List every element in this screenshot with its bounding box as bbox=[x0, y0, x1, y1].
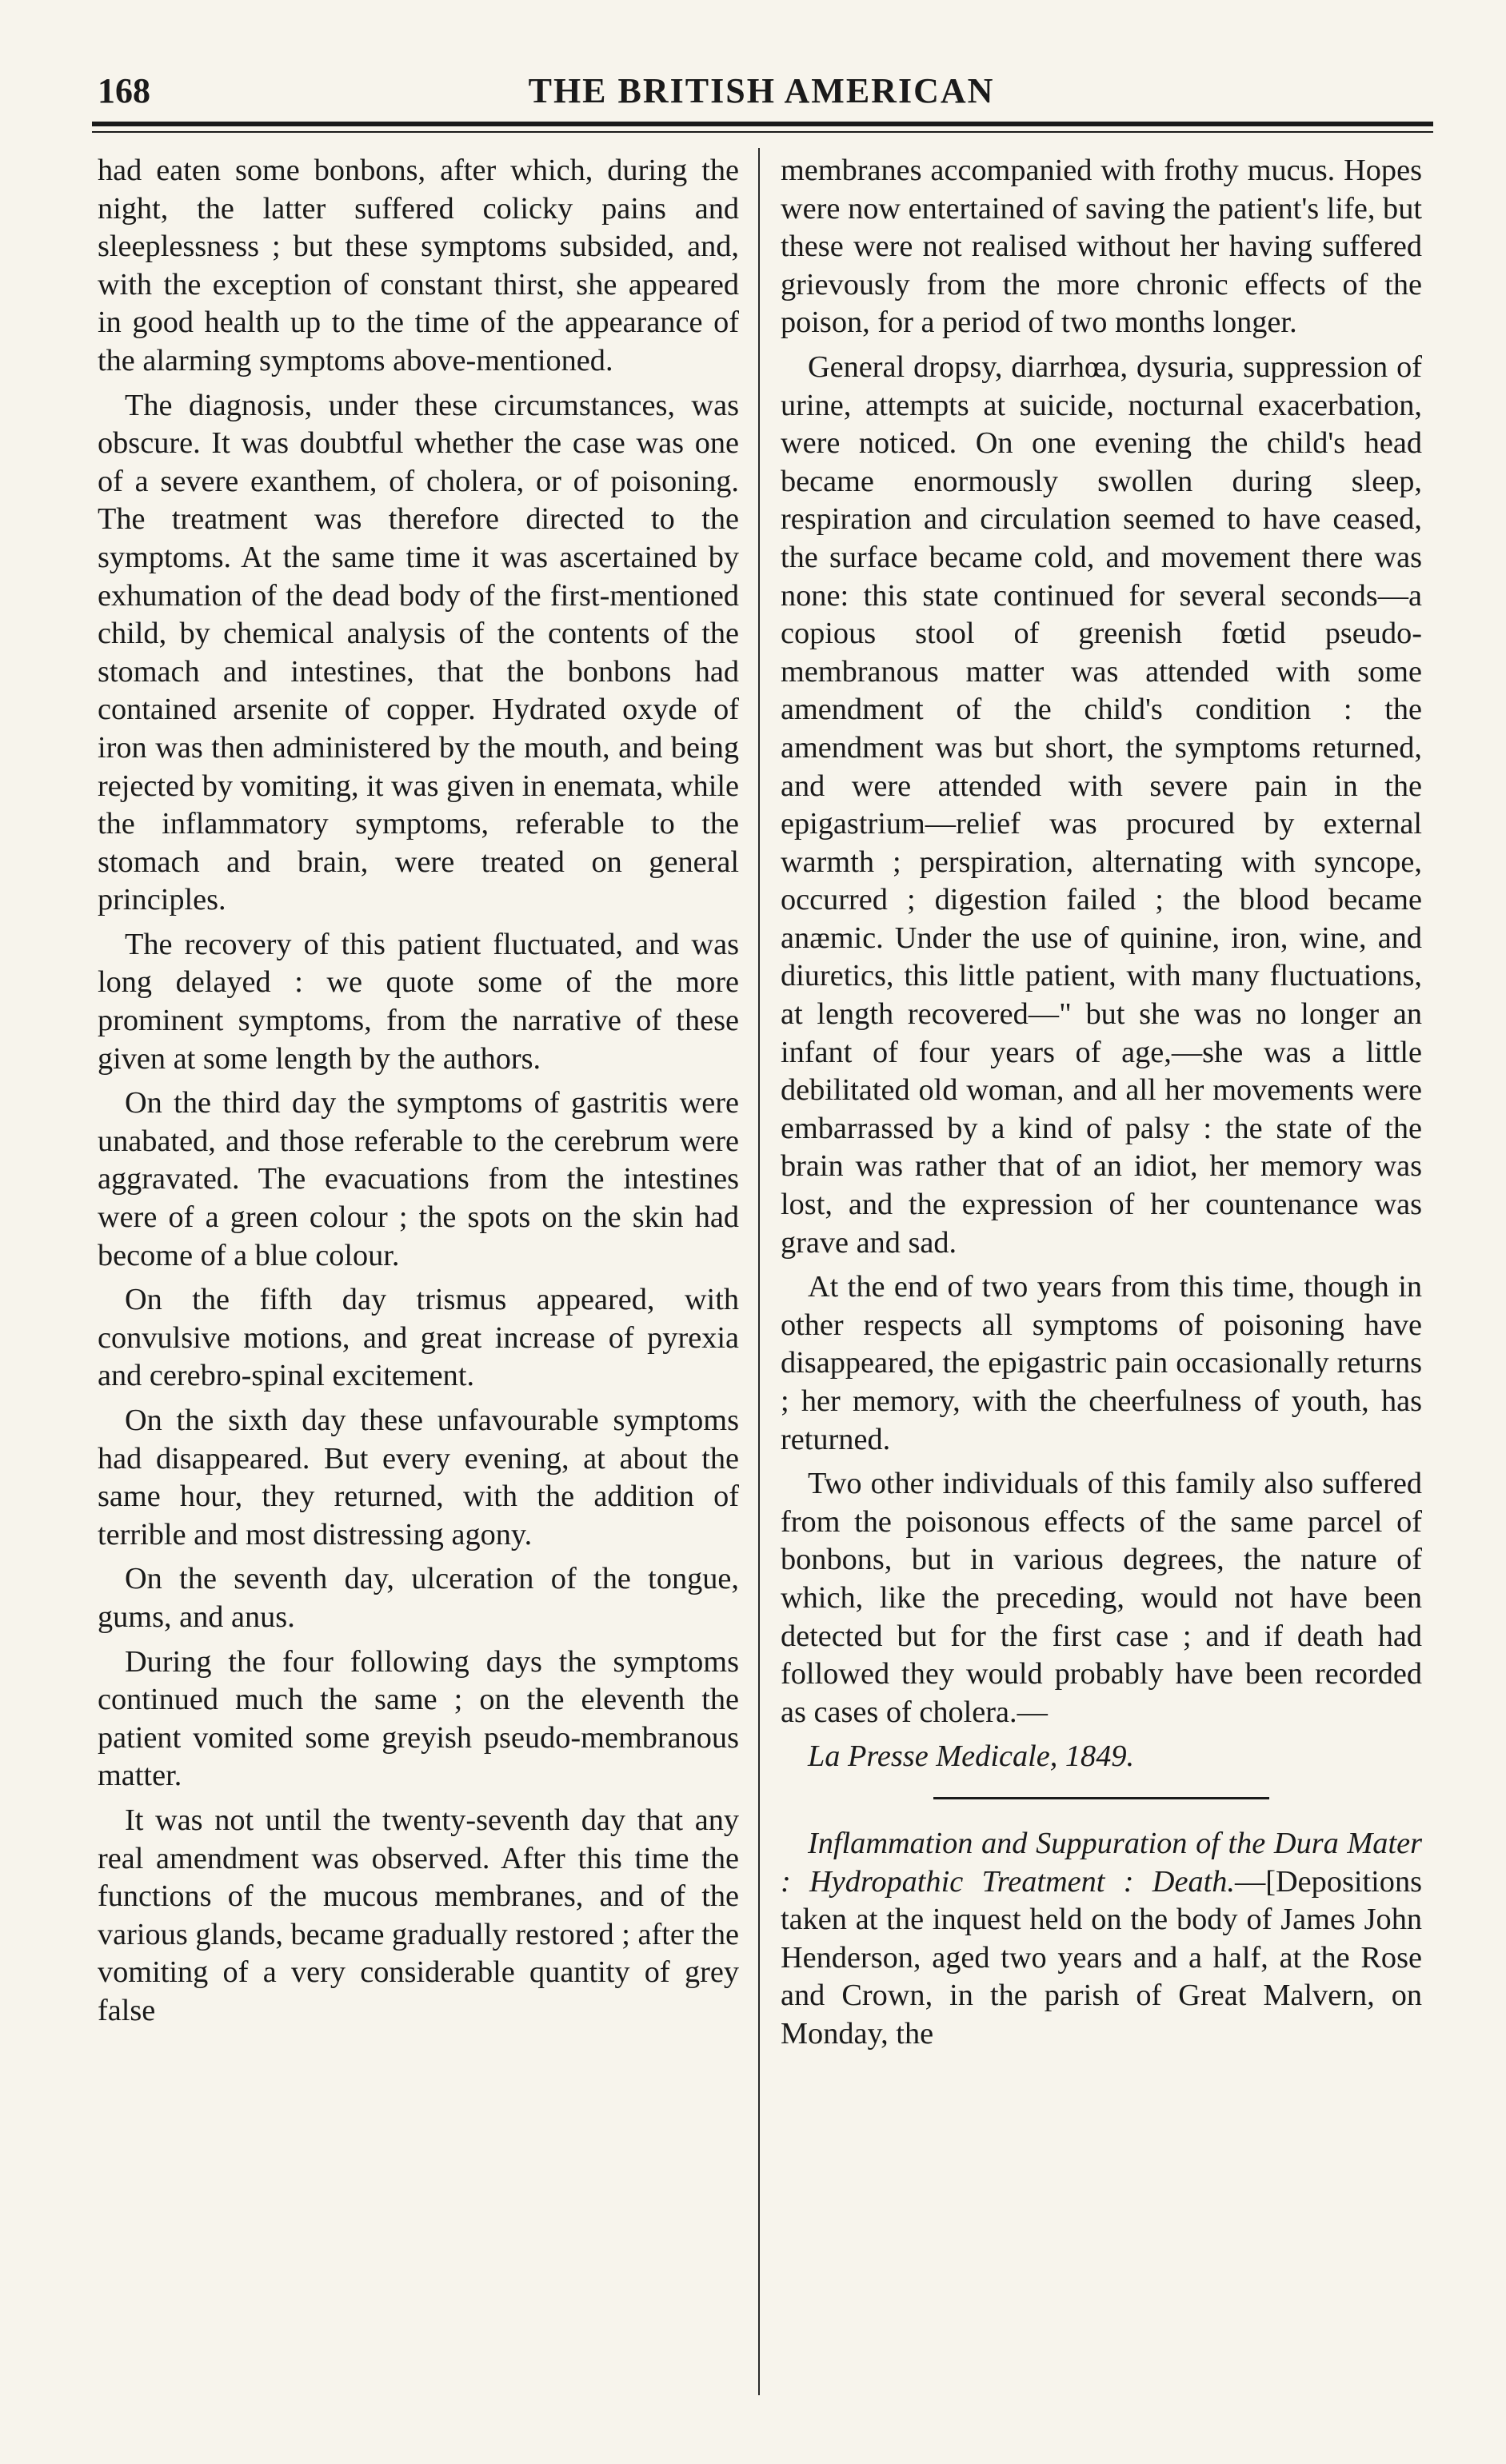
header-rule-thick bbox=[92, 122, 1433, 126]
citation: La Presse Medicale, 1849. bbox=[808, 1739, 1135, 1774]
page-number: 168 bbox=[98, 71, 150, 110]
paragraph: Two other individuals of this family also suffered from the poisonous effects of the same parcel of bonbons, but in various degrees, the nature of which, like the preceding, would not have been detected but for the first case ; and if death had followed they would probably have been recorded as cases of cholera.— bbox=[781, 1467, 1422, 1729]
column-divider bbox=[758, 148, 760, 2395]
header-rule-thin bbox=[92, 131, 1433, 133]
article-title: Inflammation and Suppuration of the Dura Mater : Hydropathic Treatment : Death. bbox=[781, 1826, 1422, 1899]
running-title: THE BRITISH AMERICAN bbox=[528, 71, 995, 110]
paragraph: During the four following days the symptoms continued much the same ; on the eleventh the patient vomited some greyish pseudo-membranous matter. bbox=[98, 1644, 739, 1793]
paragraph: At the end of two years from this time, though in other respects all symptoms of poisoning have disappeared, the epigastric pain occasionally returns ; her memory, with the cheerfulness of youth, has returned. bbox=[781, 1270, 1422, 1456]
paragraph: The diagnosis, under these circumstances, was obscure. It was doubtful whether the case was one of a severe exanthem, of cholera, or of poisoning. The treatment was therefore directed to the symptoms. At the same time it was ascertained by exhumation of the dead body of the first-mentioned child, by chemical analysis of the contents of the stomach and intestines, that the bonbons had contained arsenite of copper. Hydrated oxyde of iron was then administered by the mouth, and being rejected by vomiting, it was given in enemata, while the inflammatory symptoms, referable to the stomach and brain, were treated on general principles. bbox=[98, 388, 739, 917]
paragraph: On the sixth day these unfavourable symptoms had disappeared. But every evening, at about the same hour, they returned, with the addition of terrible and most distressing agony. bbox=[98, 1404, 739, 1551]
paragraph: membranes accompanied with frothy mucus. Hopes were now entertained of saving the patient's life, but these were not realised without her having suffered grievously from the more chronic effects of the poison, for a period of two months longer. bbox=[781, 154, 1422, 340]
paragraph: General dropsy, diarrhœa, dysuria, suppression of urine, attempts at suicide, nocturnal exacerbation, were noticed. On one evening the child's head became enormously swollen during sleep, respiration and circulation seemed to have ceased, the surface became cold, and movement there was none: this state continued for several seconds—a copious stool of greenish fœtid pseudo-membranous matter was attended with some amendment of the child's condition : the amendment was but short, the symptoms returned, and were attended with severe pain in the epigastrium—relief was procured by external warmth ; perspiration, alternating with syncope, occurred ; digestion failed ; the blood became anæmic. Under the use of quinine, iron, wine, and diuretics, this little patient, with many fluctuations, at length recovered—" but she was no longer an infant of four years of age,—she was a little debilitated old woman, and all her movements were embarrassed by a kind of palsy : the state of the brain was rather that of an idiot, her memory was lost, and the expression of her countenance was grave and sad. bbox=[781, 349, 1422, 1260]
paragraph: The recovery of this patient fluctuated, and was long delayed : we quote some of the more prominent symptoms, from the narrative of these given at some length by the authors. bbox=[98, 927, 739, 1076]
paragraph: had eaten some bonbons, after which, during the night, the latter suffered colicky pains and sleeplessness ; but these symptoms subsided, and, with the exception of constant thirst, she appeared in good health up to the time of the appearance of the alarming symptoms above-mentioned. bbox=[98, 154, 739, 377]
left-column bbox=[98, 152, 739, 2037]
right-column bbox=[781, 152, 1422, 2060]
page-header bbox=[90, 70, 1433, 118]
paragraph: On the third day the symptoms of gastritis were unabated, and those referable to the cerebrum were aggravated. The evacuations from the intestines were of a green colour ; the spots on the skin had become of a blue colour. bbox=[98, 1086, 739, 1272]
paragraph: It was not until the twenty-seventh day that any real amendment was observed. After this time the functions of the mucous membranes, and of the various glands, became gradually restored ; after the vomiting of a very considerable quantity of grey false bbox=[98, 1803, 739, 2027]
article-opening bbox=[781, 1825, 1422, 2054]
paragraph: On the seventh day, ulceration of the tongue, gums, and anus. bbox=[98, 1562, 739, 1634]
article-text: —[Depositions taken at the inquest held on the body of James John Henderson, aged two years and a half, at the Rose and Crown, in the parish of Great Malvern, on Monday, the bbox=[781, 1864, 1422, 2051]
paragraph: On the fifth day trismus appeared, with convulsive motions, and great increase of pyrexia and cerebro-spinal excitement. bbox=[98, 1283, 739, 1393]
section-separator bbox=[933, 1797, 1269, 1799]
